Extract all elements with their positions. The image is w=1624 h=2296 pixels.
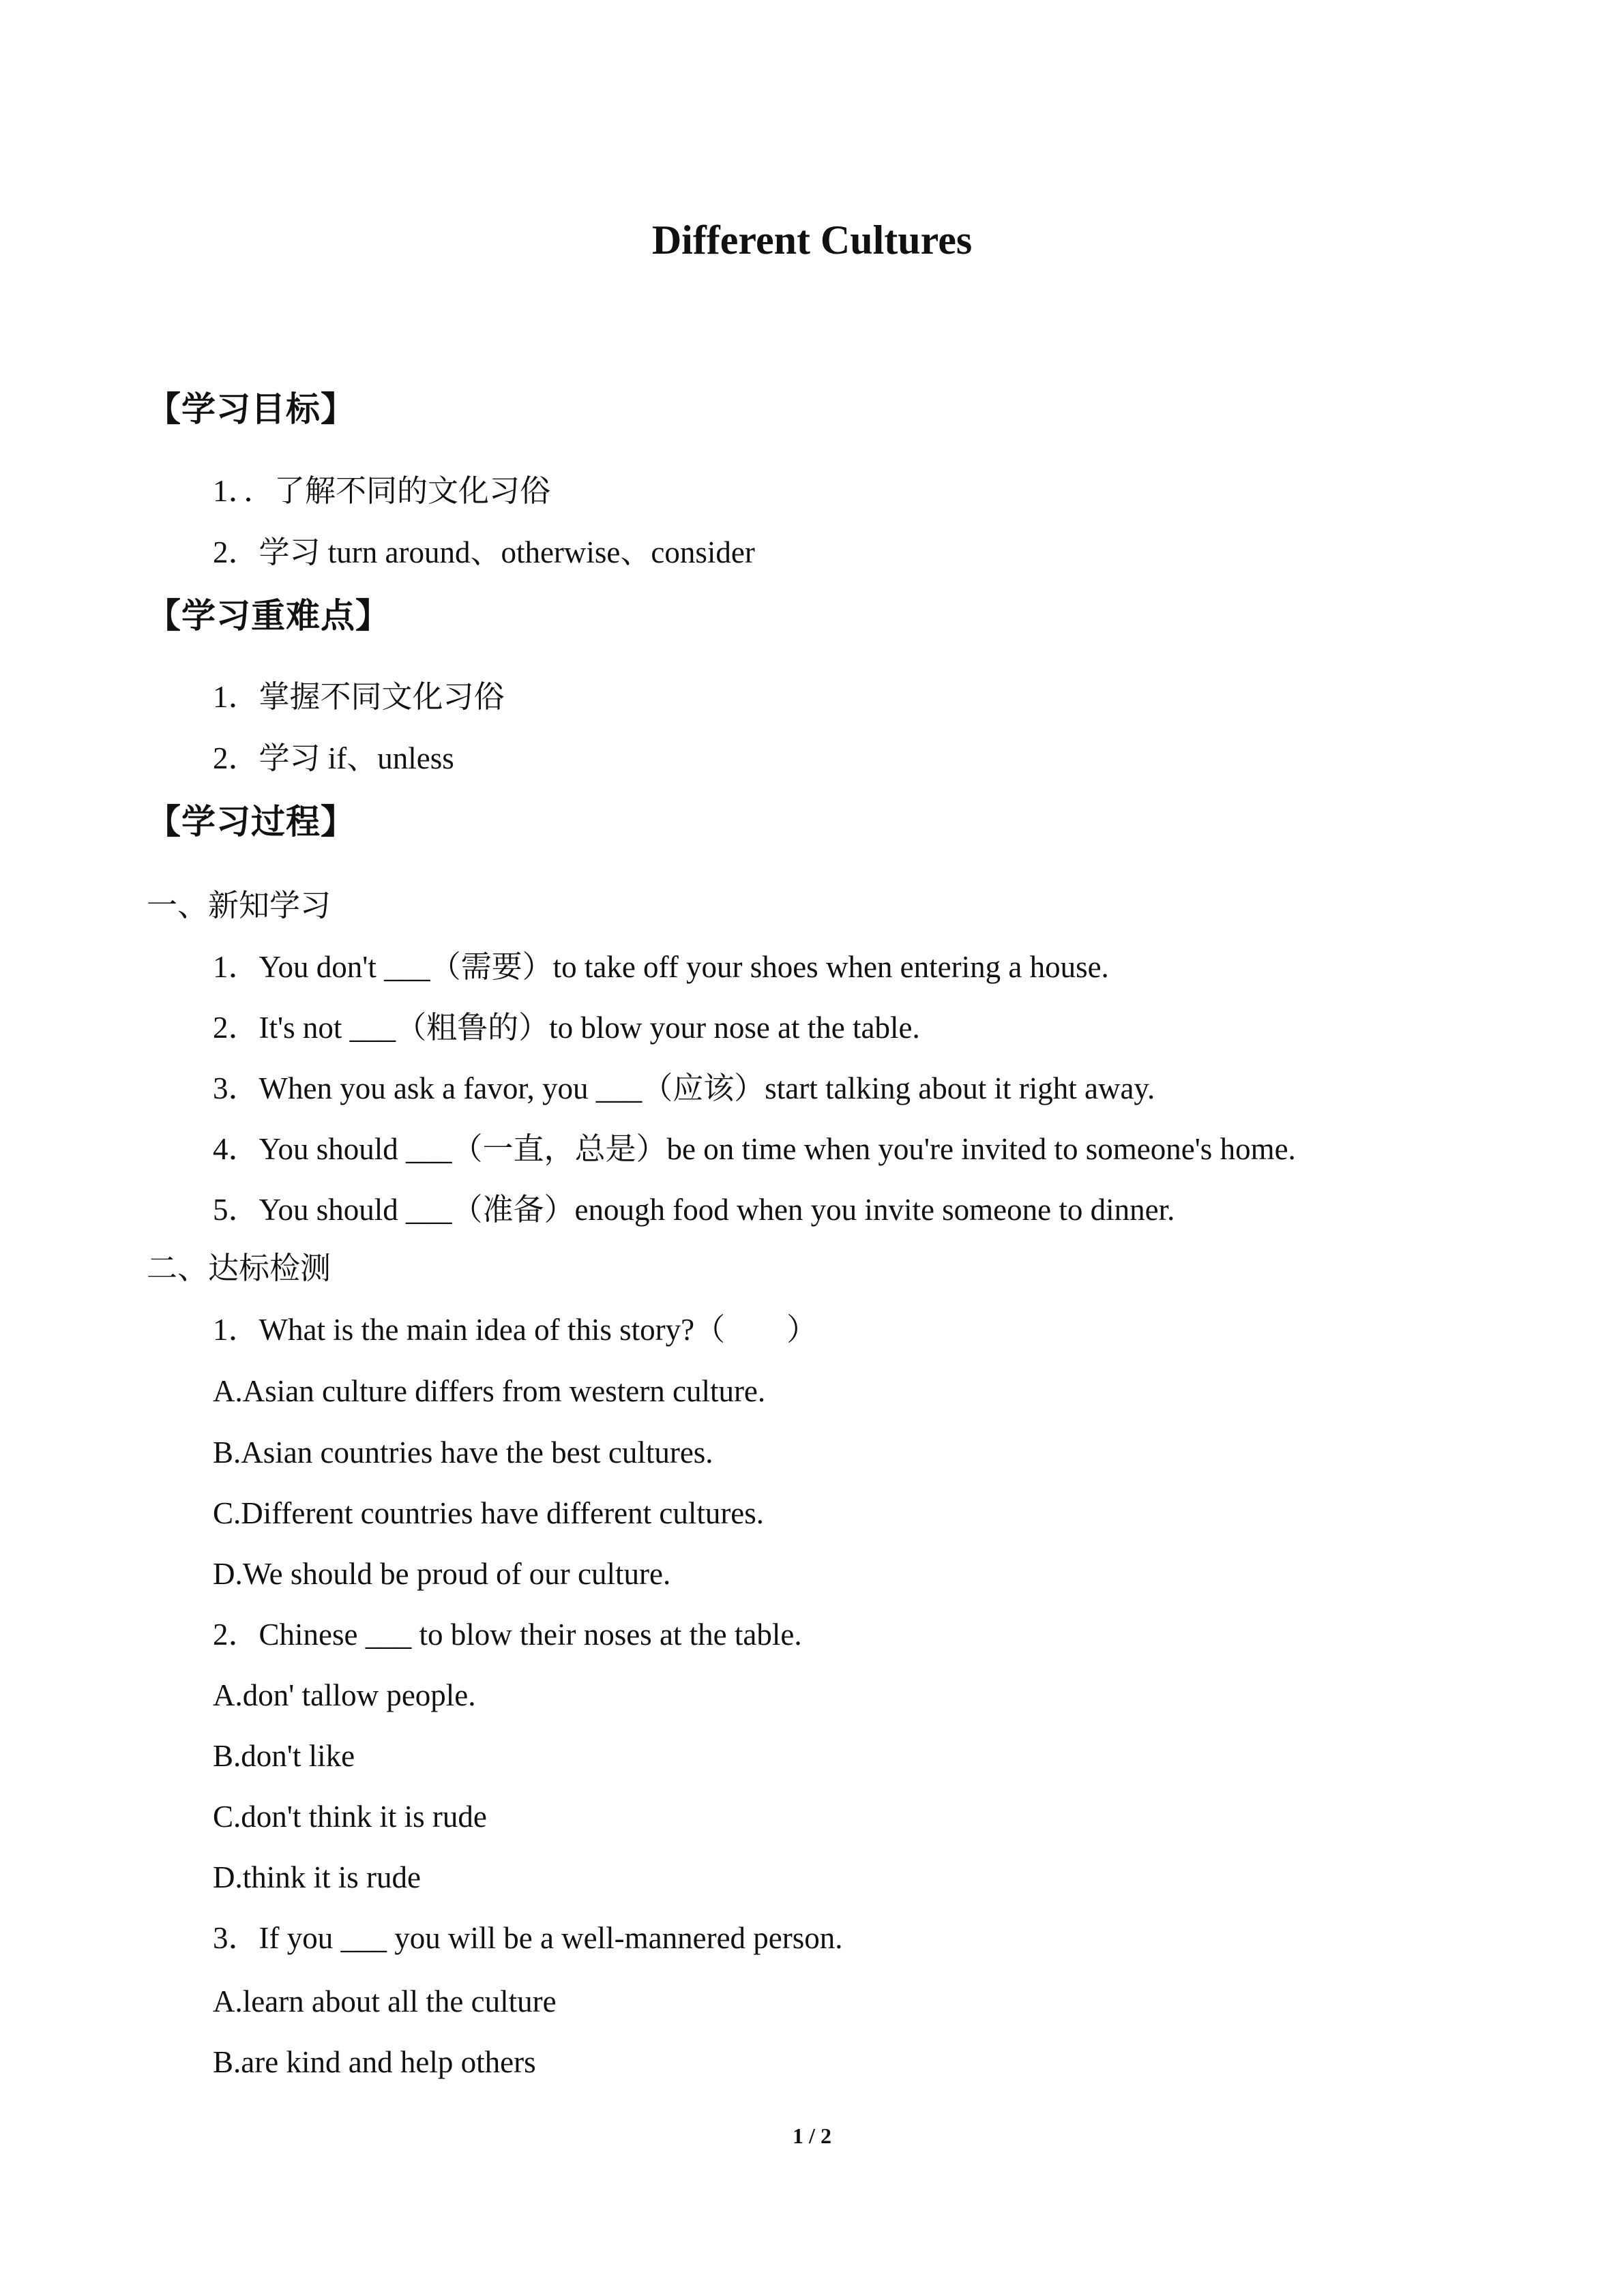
key-point-item: 1．掌握不同文化习俗 — [213, 680, 505, 714]
section-heading-objectives: 【学习目标】 — [147, 389, 355, 429]
document-title: Different Cultures — [651, 218, 973, 263]
answer-option: D.We should be proud of our culture. — [213, 1557, 671, 1591]
part-label-assessment: 二、达标检测 — [147, 1251, 331, 1285]
answer-option: A.learn about all the culture — [213, 1984, 557, 2018]
fill-blank-item: 2．It's not ___（粗鲁的）to blow your nose at the table. — [213, 1011, 920, 1045]
section-heading-key-points: 【学习重难点】 — [147, 596, 390, 636]
answer-option: B.Asian countries have the best cultures. — [213, 1435, 713, 1470]
key-point-item: 2．学习 if、unless — [213, 741, 454, 775]
page-number: 1 / 2 — [793, 2123, 831, 2148]
question-stem: 1．What is the main idea of this story?（ ） — [213, 1313, 818, 1347]
objective-item: 1．．了解不同的文化习俗 — [213, 474, 551, 508]
fill-blank-item: 5．You should ___（准备）enough food when you invite someone to dinner. — [213, 1193, 1175, 1227]
answer-option: B.don't like — [213, 1739, 355, 1773]
fill-blank-item: 1．You don't ___（需要）to take off your shoes when entering a house. — [213, 950, 1109, 984]
answer-option: C.Different countries have different cultures. — [213, 1496, 765, 1530]
fill-blank-item: 3．When you ask a favor, you ___（应该）start talking about it right away. — [213, 1071, 1155, 1105]
answer-option: A.don' tallow people. — [213, 1678, 476, 1712]
part-label-new-knowledge: 一、新知学习 — [147, 889, 331, 923]
objective-item: 2．学习 turn around、otherwise、consider — [213, 535, 755, 569]
question-stem: 3．If you ___ you will be a well-mannered person. — [213, 1921, 843, 1955]
answer-option: D.think it is rude — [213, 1860, 421, 1894]
fill-blank-item: 4．You should ___（一直，总是）be on time when you're invited to someone's home. — [213, 1132, 1296, 1166]
answer-option: B.are kind and help others — [213, 2045, 536, 2079]
section-heading-process: 【学习过程】 — [147, 802, 355, 841]
answer-option: A.Asian culture differs from western culture. — [213, 1374, 766, 1408]
answer-option: C.don't think it is rude — [213, 1800, 487, 1834]
question-stem: 2．Chinese ___ to blow their noses at the table. — [213, 1617, 802, 1652]
